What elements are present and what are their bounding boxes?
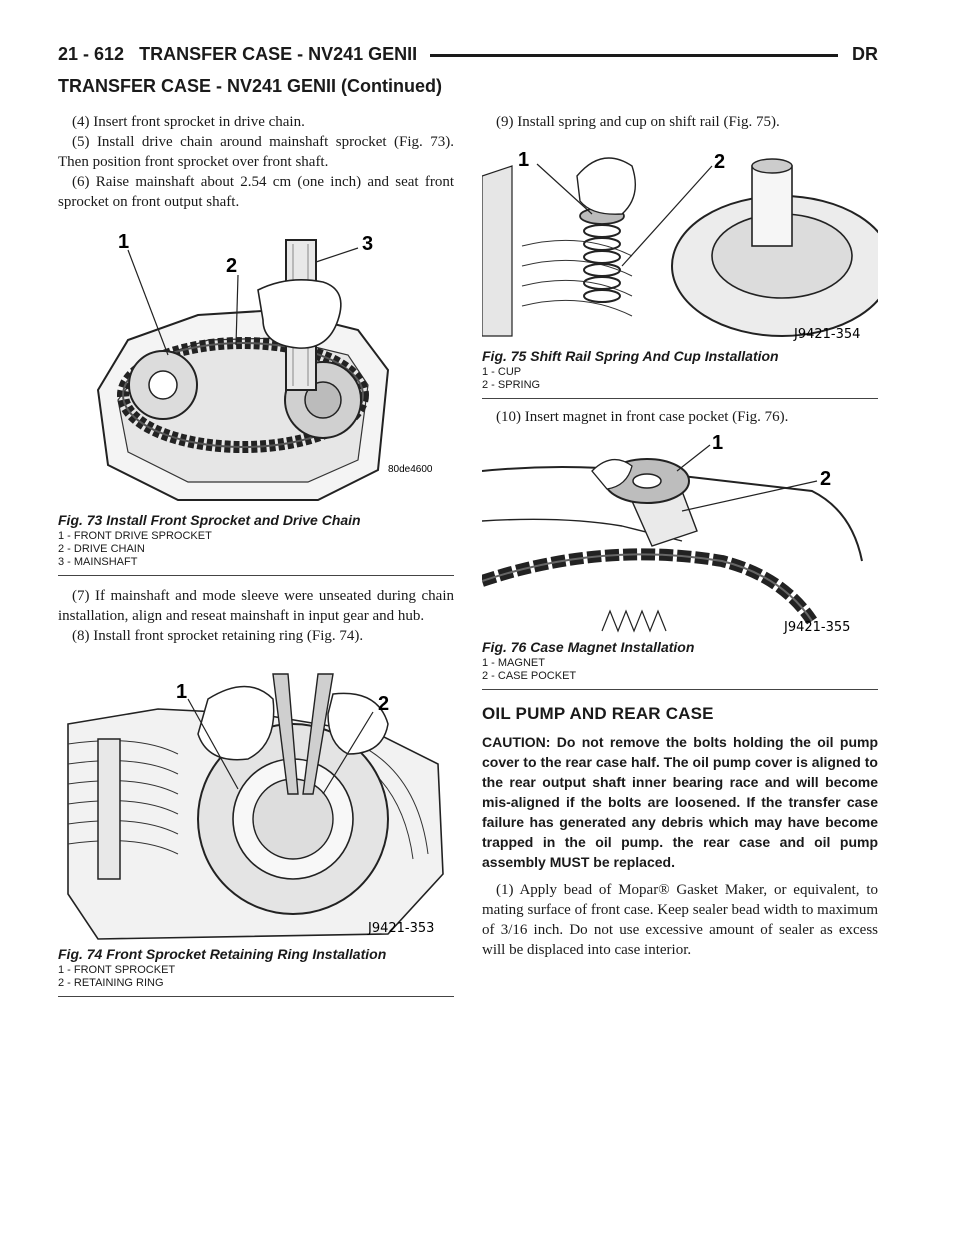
legend-item: 2 - SPRING [482, 379, 541, 391]
figure-74 [58, 654, 454, 997]
figure-74-illustration [58, 654, 454, 944]
fig74-callout-2: 2 [378, 693, 390, 715]
figure-75-illustration [482, 136, 878, 346]
left-column [58, 112, 454, 997]
edition-code: DR [852, 44, 878, 64]
step-7: (7) If mainshaft and mode sleeve were unseated during chain installation, align and reseat mainshaft in input gear and hub. [58, 588, 454, 624]
figure-74-caption: Fig. 74 Front Sprocket Retaining Ring Installation [58, 946, 387, 962]
fig74-code: J9421-353 [368, 921, 435, 936]
figure-75-caption: Fig. 75 Shift Rail Spring And Cup Installation [482, 348, 779, 364]
legend-item: 2 - DRIVE CHAIN [58, 543, 145, 555]
legend-item: 1 - MAGNET [482, 657, 545, 669]
header-rule [430, 54, 838, 57]
fig73-callout-3: 3 [362, 233, 374, 255]
step-5: (5) Install drive chain around mainshaft sprocket (Fig. 73). Then position front sprocket over front shaft. [58, 134, 454, 170]
figure-76-legend [482, 657, 878, 683]
fig75-code: J9421-354 [794, 327, 861, 342]
fig74-callout-1: 1 [176, 681, 188, 703]
caution-note: CAUTION: Do not remove the bolts holding the oil pump cover to the rear case half. The oil pump cover is aligned to the rear output shaft inner bearing race and will become mis-aligned if the bolts are loosened. If the transfer case failure has generated any debris which may have become trapped in the oil pump. the rear case and oil pump assembly MUST be replaced. [482, 734, 878, 870]
right-column [482, 112, 878, 960]
step-6: (6) Raise mainshaft about 2.54 cm (one inch) and seat front sprocket on front output shaft. [58, 174, 454, 210]
step-10: (10) Insert magnet in front case pocket (Fig. 76). [496, 409, 789, 425]
figure-75 [482, 136, 878, 399]
section-heading: OIL PUMP AND REAR CASE [482, 704, 714, 723]
fig76-code: J9421-355 [784, 620, 851, 635]
step-9: (9) Install spring and cup on shift rail (Fig. 75). [496, 114, 780, 130]
figure-76-caption: Fig. 76 Case Magnet Installation [482, 639, 695, 655]
legend-item: 2 - CASE POCKET [482, 670, 577, 682]
step-1: (1) Apply bead of Mopar® Gasket Maker, or equivalent, to mating surface of front case. Keep sealer bead width to maximum of 3/16 inch. Do not use excessive amount of sealer as excess will be displaced into case interior. [482, 882, 878, 958]
fig73-callout-2: 2 [226, 255, 238, 277]
fig73-callout-1: 1 [118, 231, 130, 253]
fig76-callout-2: 2 [820, 468, 832, 490]
figure-73-caption: Fig. 73 Install Front Sprocket and Drive Chain [58, 512, 361, 528]
fig76-callout-1: 1 [712, 432, 724, 454]
page-header [58, 42, 878, 68]
step-4: (4) Insert front sprocket in drive chain. [72, 114, 305, 130]
figure-75-legend [482, 366, 878, 392]
legend-item: 2 - RETAINING RING [58, 977, 164, 989]
figure-76 [482, 431, 878, 690]
figure-73-legend [58, 530, 454, 569]
header-left [58, 44, 417, 65]
section-name: TRANSFER CASE - NV241 GENII [139, 44, 418, 64]
figure-73 [58, 220, 454, 576]
fig75-callout-1: 1 [518, 149, 530, 171]
fig73-code: 80de4600 [388, 464, 433, 475]
continued-heading: TRANSFER CASE - NV241 GENII (Continued) [58, 76, 443, 96]
legend-item: 1 - FRONT DRIVE SPROCKET [58, 530, 212, 542]
legend-item: 3 - MAINSHAFT [58, 556, 138, 568]
figure-73-illustration [58, 220, 454, 510]
figure-76-illustration [482, 431, 878, 637]
fig75-callout-2: 2 [714, 151, 726, 173]
legend-item: 1 - CUP [482, 366, 522, 378]
legend-item: 1 - FRONT SPROCKET [58, 964, 176, 976]
step-8: (8) Install front sprocket retaining ring (Fig. 74). [72, 628, 364, 644]
figure-74-legend [58, 964, 454, 990]
page-number: 21 - 612 [58, 44, 125, 64]
